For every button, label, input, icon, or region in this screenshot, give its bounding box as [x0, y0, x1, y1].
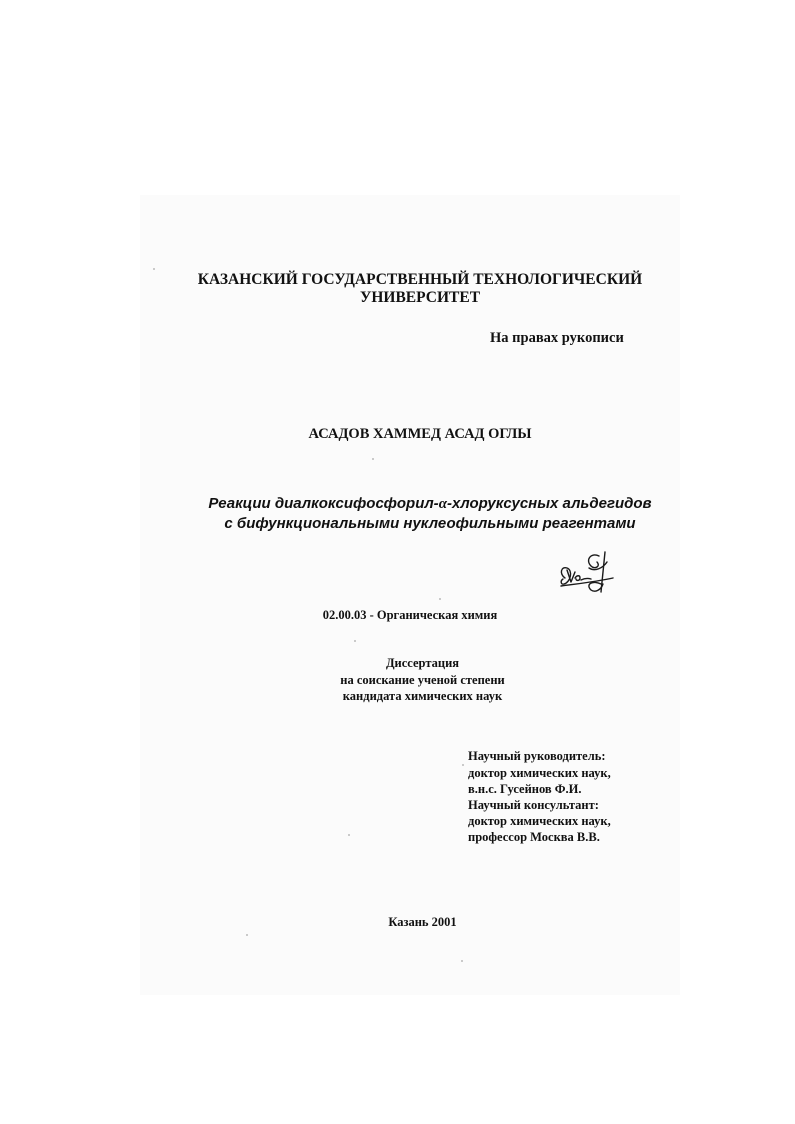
- dissertation-title-line1: [150, 496, 710, 512]
- university-name-line2: УНИВЕРСИТЕТ: [359, 289, 481, 306]
- degree-purpose-line2: кандидата химических наук: [342, 689, 503, 703]
- supervisor-label: Научный руководитель:: [468, 749, 606, 763]
- degree-purpose-line1: на соискание ученой степени: [340, 673, 505, 687]
- dissertation-label: Диссертация: [385, 656, 460, 670]
- consultant-label: Научный консультант:: [468, 798, 599, 812]
- university-name-line1: КАЗАНСКИЙ ГОСУДАРСТВЕННЫЙ ТЕХНОЛОГИЧЕСКИЙ: [197, 271, 643, 288]
- consultant-name: профессор Москва В.В.: [468, 830, 600, 844]
- scan-speck: [246, 934, 248, 936]
- scan-speck: [354, 640, 356, 642]
- specialty-code: 02.00.03 - Органическая химия: [322, 608, 498, 622]
- author-name: АСАДОВ ХАММЕД АСАД ОГЛЫ: [308, 426, 532, 442]
- title-greek-alpha: α: [438, 496, 447, 512]
- scan-speck: [153, 268, 155, 270]
- dissertation-title-line2: с бифункциональными нуклеофильными реагентами: [224, 515, 636, 532]
- scan-speck: [462, 764, 464, 766]
- supervisor-degree: доктор химических наук,: [468, 766, 611, 780]
- city-and-year: Казань 2001: [388, 915, 457, 929]
- scan-speck: [348, 834, 350, 836]
- scan-speck: [439, 598, 441, 600]
- supervisor-name: в.н.с. Гусейнов Ф.И.: [468, 782, 582, 796]
- handwritten-signature: [555, 548, 623, 596]
- scan-speck: [372, 458, 374, 460]
- manuscript-rights-note: На правах рукописи: [490, 330, 624, 346]
- consultant-degree: доктор химических наук,: [468, 814, 611, 828]
- title-part-before: Реакции диалкоксифосфорил-: [208, 495, 439, 512]
- title-part-after: -хлоруксусных альдегидов: [447, 495, 652, 512]
- scan-speck: [461, 960, 463, 962]
